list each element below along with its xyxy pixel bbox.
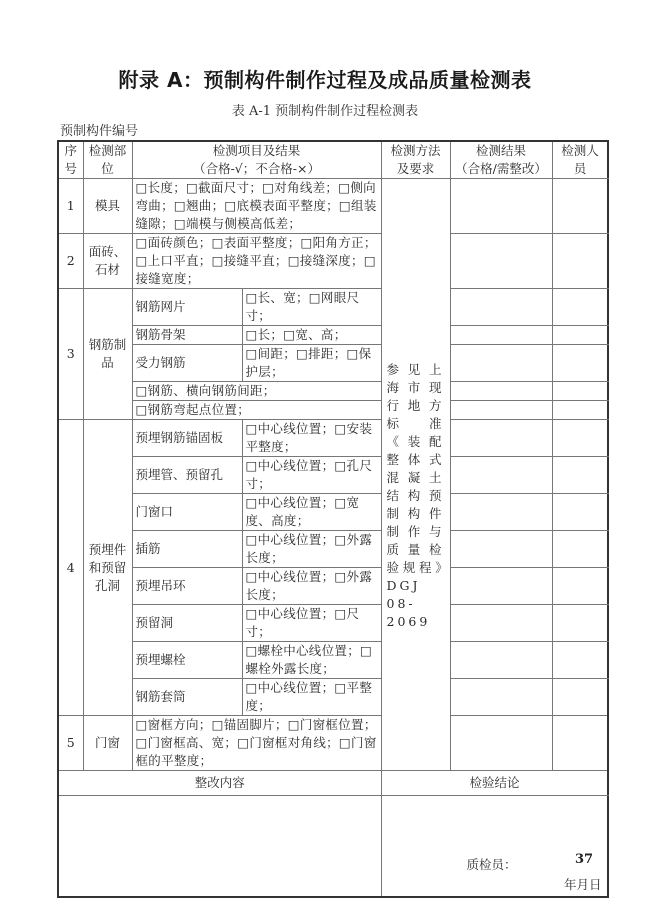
- table-row: [58, 420, 608, 457]
- result-cell[interactable]: [450, 457, 552, 494]
- row-index: 1: [58, 179, 83, 234]
- page-title: 附录 A：预制构件制作过程及成品质量检测表: [118, 68, 532, 92]
- inspector-cell[interactable]: [552, 326, 608, 345]
- method-cell: [381, 179, 450, 771]
- result-cell[interactable]: [450, 679, 552, 716]
- subrow-items[interactable]: □钢筋、横向钢筋间距；: [132, 382, 381, 401]
- table-row: [58, 345, 608, 382]
- row-part: 模具: [83, 179, 132, 234]
- row-items[interactable]: □长度；□截面尺寸；□对角线差；□侧向弯曲；□翘曲；□底模表面平整度；□组装缝隙；□端模与侧模高低差；: [132, 179, 381, 234]
- result-cell[interactable]: [450, 382, 552, 401]
- row-items[interactable]: □窗框方向；□锚固脚片；□门窗框位置；□门窗框高、宽；□门窗框对角线；□门窗框的平整度；: [132, 716, 381, 771]
- subrow-items[interactable]: □中心线位置；□尺寸；: [242, 605, 381, 642]
- inspector-cell[interactable]: [552, 605, 608, 642]
- table-row: [58, 179, 608, 234]
- row-items[interactable]: □面砖颜色；□表面平整度；□阳角方正；□上口平直；□接缝平直；□接缝深度；□接缝宽度；: [132, 234, 381, 289]
- result-cell[interactable]: [450, 605, 552, 642]
- subrow-items[interactable]: □螺栓中心线位置；□螺栓外露长度；: [242, 642, 381, 679]
- table-row: [58, 289, 608, 326]
- table-row: [58, 457, 608, 494]
- header-items-line2: （合格-√；不合格-×）: [193, 161, 320, 176]
- table-row: [58, 234, 608, 289]
- result-cell[interactable]: [450, 179, 552, 234]
- inspector-cell[interactable]: [552, 382, 608, 401]
- subrow-items[interactable]: □中心线位置；□外露长度；: [242, 531, 381, 568]
- conclusion-content[interactable]: [381, 796, 608, 898]
- subrow-items[interactable]: □间距；□排距；□保护层；: [242, 345, 381, 382]
- row-part: 钢筋制品: [83, 289, 132, 420]
- result-cell[interactable]: [552, 716, 608, 771]
- subrow-items[interactable]: □长；□宽、高；: [242, 326, 381, 345]
- table-row: [58, 494, 608, 531]
- method-text: 参见上海市现行地方标准《装配整体式混凝土结构预制构件制作与质量检验规程》DGJ 08-2069: [386, 362, 445, 629]
- inspector-cell[interactable]: [552, 679, 608, 716]
- table-row: [58, 326, 608, 345]
- row-part: 预埋件和预留孔洞: [83, 420, 132, 716]
- subrow-name: 钢筋骨架: [132, 326, 242, 345]
- result-cell[interactable]: [450, 289, 552, 326]
- inspector-cell[interactable]: [552, 289, 608, 326]
- result-cell[interactable]: [450, 568, 552, 605]
- method-cell-continued: [450, 716, 552, 771]
- result-cell[interactable]: [450, 494, 552, 531]
- rectification-label: 整改内容: [58, 771, 381, 796]
- row-index: 3: [58, 289, 83, 420]
- rectification-content[interactable]: [58, 796, 381, 898]
- header-items-line1: 检测项目及结果: [212, 143, 301, 158]
- date-label: 年月日: [564, 877, 602, 892]
- result-cell[interactable]: [450, 345, 552, 382]
- subrow-items[interactable]: □中心线位置；□安装平整度；: [242, 420, 381, 457]
- header-items: [132, 141, 381, 179]
- subrow-name: 预留洞: [132, 605, 242, 642]
- header-result-line2: （合格/需整改）: [455, 161, 547, 176]
- subrow-name: 预埋螺栓: [132, 642, 242, 679]
- subrow-items[interactable]: □中心线位置；□孔尺寸；: [242, 457, 381, 494]
- subrow-name: 受力钢筋: [132, 345, 242, 382]
- row-part: 门窗: [83, 716, 132, 771]
- inspector-cell[interactable]: [552, 494, 608, 531]
- table-caption: 表 A-1 预制构件制作过程检测表: [231, 104, 419, 119]
- subrow-name: 钢筋网片: [132, 289, 242, 326]
- subrow-items[interactable]: □钢筋弯起点位置；: [132, 401, 381, 420]
- page-number: 37: [575, 852, 594, 867]
- conclusion-label: 检验结论: [381, 771, 608, 796]
- header-row: [58, 141, 608, 179]
- subrow-name: 预埋吊环: [132, 568, 242, 605]
- result-cell[interactable]: [450, 531, 552, 568]
- table-row: [58, 382, 608, 401]
- subrow-name: 门窗口: [132, 494, 242, 531]
- subrow-name: 钢筋套筒: [132, 679, 242, 716]
- header-result-line1: 检测结果: [476, 143, 527, 158]
- result-cell[interactable]: [450, 326, 552, 345]
- row-index: 2: [58, 234, 83, 289]
- table-row: [58, 679, 608, 716]
- inspector-cell[interactable]: [552, 568, 608, 605]
- footer-body-row: [58, 796, 608, 898]
- inspector-cell[interactable]: [552, 234, 608, 289]
- subrow-items[interactable]: □长、宽；□网眼尺寸；: [242, 289, 381, 326]
- inspector-signature-label: 质检员：: [466, 857, 517, 872]
- result-cell[interactable]: [450, 401, 552, 420]
- table-row: [58, 716, 608, 771]
- inspector-cell[interactable]: [552, 179, 608, 234]
- result-cell[interactable]: [450, 420, 552, 457]
- subrow-items[interactable]: □中心线位置；□外露长度；: [242, 568, 381, 605]
- table-row: [58, 531, 608, 568]
- header-result: [450, 141, 552, 179]
- header-index: 序号: [58, 141, 83, 179]
- result-cell[interactable]: [450, 234, 552, 289]
- inspector-cell[interactable]: [552, 401, 608, 420]
- result-cell[interactable]: [450, 642, 552, 679]
- row-part: 面砖、石材: [83, 234, 132, 289]
- inspector-cell[interactable]: [552, 457, 608, 494]
- header-method: 检测方法及要求: [381, 141, 450, 179]
- row-index: 4: [58, 420, 83, 716]
- table-row: [58, 401, 608, 420]
- table-row: [58, 605, 608, 642]
- inspector-cell[interactable]: [552, 345, 608, 382]
- inspector-cell[interactable]: [552, 531, 608, 568]
- inspection-table: [57, 140, 609, 898]
- inspector-cell[interactable]: [552, 642, 608, 679]
- footer-header-row: [58, 771, 608, 796]
- table-row: [58, 642, 608, 679]
- subrow-items[interactable]: □中心线位置；□宽度、高度；: [242, 494, 381, 531]
- subrow-name: 插筋: [132, 531, 242, 568]
- subrow-name: 预埋钢筋锚固板: [132, 420, 242, 457]
- subrow-name: 预埋管、预留孔: [132, 457, 242, 494]
- subrow-items[interactable]: □中心线位置；□平整度；: [242, 679, 381, 716]
- row-index: 5: [58, 716, 83, 771]
- header-inspector: 检测人员: [552, 141, 608, 179]
- serial-number-label: 预制构件编号: [60, 124, 139, 139]
- table-row: [58, 568, 608, 605]
- inspector-cell[interactable]: [552, 420, 608, 457]
- header-part: 检测部位: [83, 141, 132, 179]
